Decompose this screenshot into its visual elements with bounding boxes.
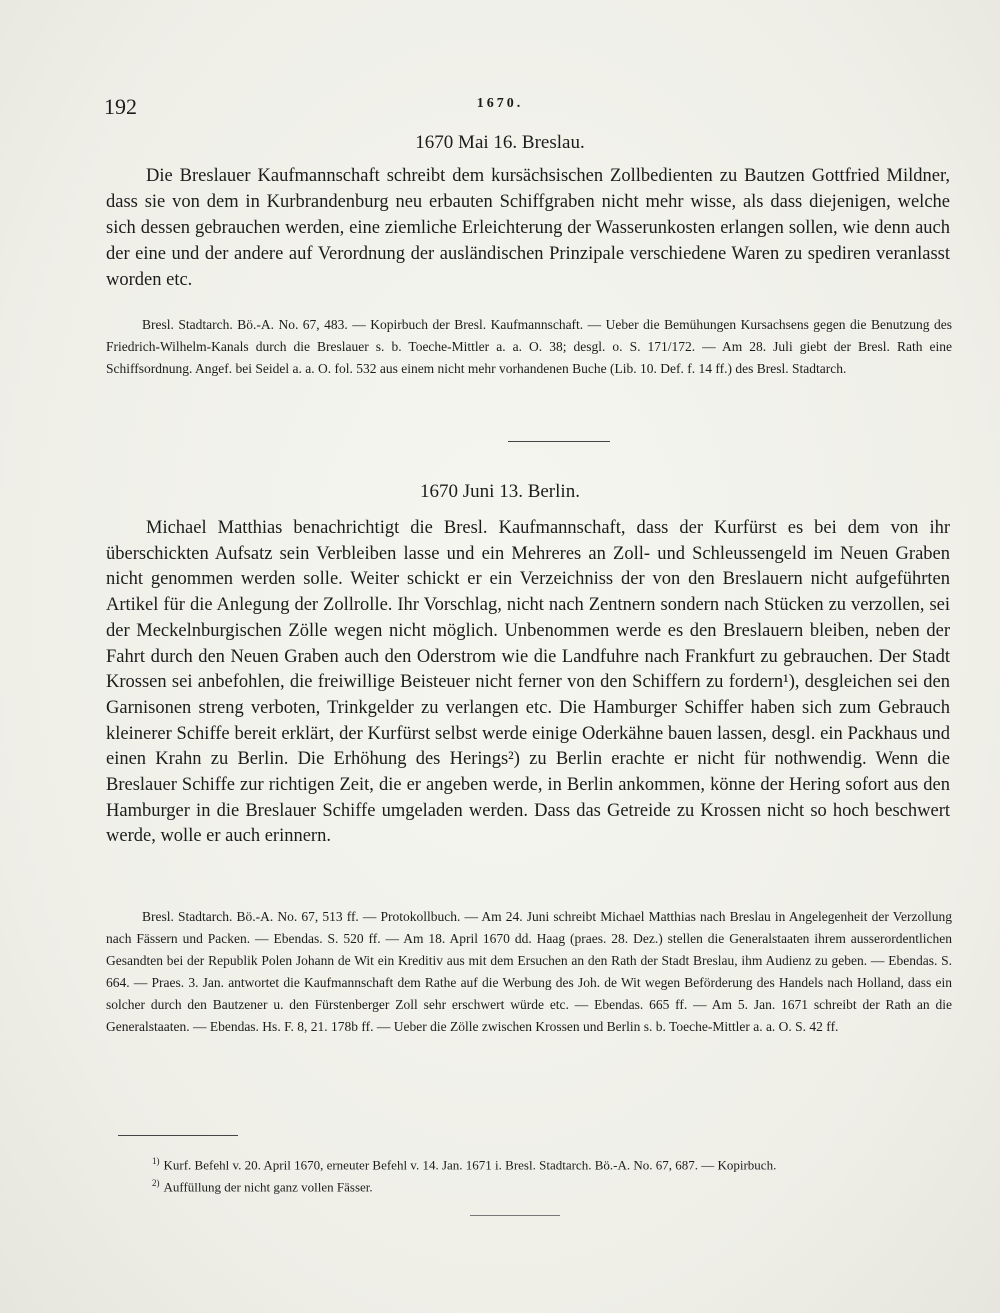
entry-title-1: 1670 Mai 16. Breslau. bbox=[415, 132, 585, 153]
entry-title-2: 1670 Juni 13. Berlin. bbox=[420, 481, 580, 502]
entry-note-2-text: Bresl. Stadtarch. Bö.-A. No. 67, 513 ff. — Protokollbuch. — Am 24. Juni schreibt Michael Matthias nach Breslau in Angelegenheit der Verzollung nach Fässern und Packen. — Ebendas. S. 520 ff. — Am 18. April 1670 dd. Haag (praes. 28. Dez.) stellen die Generalstaaten ihrem ausserordentlichen Gesandten bei der Republik Polen Johann de Wit ein Kreditiv aus mit dem Ersuchen an den Rath der Stadt Breslau, ihm Audienz zu geben. — Ebendas. S. 664. — Praes. 3. Jan. antwortet die Kaufmannschaft dem Rathe auf die Werbung des Joh. de Wit wegen Beförderung des Handels nach Holland, dass ein solcher durch den Bautzener u. den Fürstenberger Zoll sehr erschwert würde etc. — Ebendas. 665 ff. — Am 5. Jan. 1671 schreibt der Rath an die Generalstaaten. — Ebendas. Hs. F. 8, 21. 178b ff. — Ueber die Zölle zwischen Krossen und Berlin s. b. Toeche-Mittler a. a. O. S. 42 ff. bbox=[106, 909, 952, 1034]
running-head: 1670. bbox=[476, 96, 524, 111]
footnote-2-mark: 2) bbox=[152, 1178, 160, 1189]
end-rule bbox=[470, 1215, 560, 1216]
entry-note-1-text: Bresl. Stadtarch. Bö.-A. No. 67, 483. — Kopirbuch der Bresl. Kaufmannschaft. — Ueber die Bemühungen Kursachsens gegen die Benutzung des Friedrich-Wilhelm-Kanals durch die Breslauer s. b. Toeche-Mittler a. a. O. 38; desgl. o. S. 171/172. — Am 28. Juli giebt der Bresl. Rath eine Schiffsordnung. Angef. bei Seidel a. a. O. fol. 532 aus einem nicht mehr vorhandenen Buche (Lib. 10. Def. f. 14 ff.) des Bresl. Stadtarch. bbox=[106, 317, 952, 376]
entry-body-1 bbox=[106, 163, 950, 293]
entry-note-1 bbox=[106, 314, 952, 380]
footnote-1 bbox=[152, 1152, 972, 1174]
entry-note-2 bbox=[106, 906, 952, 1038]
entry-body-2-text: Michael Matthias benachrichtigt die Bresl. Kaufmannschaft, dass der Kurfürst es bei dem von ihr überschickten Aufsatz sein Verbleiben lasse und ein Mehreres an Zoll- und Schleussengeld im Neuen Graben nicht genommen werden solle. Weiter schickt er ein Verzeichniss der von den Breslauern nicht aufgeführten Artikel für die Anlegung der Zollrolle. Ihr Vorschlag, nicht nach Zentnern sondern nach Stücken zu verzollen, sei der Meckelnburgischen Zölle wegen nicht möglich. Unbenommen werde es den Breslauern bleiben, neben der Fahrt durch den Neuen Graben auch den Oderstrom wie die Landfuhre nach Frankfurt zu gebrauchen. Der Stadt Krossen sei anbefohlen, die freiwillige Beisteuer nicht ferner von den Schiffern zu fordern¹), desgleichen sei den Garnisonen streng verboten, Trinkgelder zu verlangen etc. Die Hamburger Schiffer haben sich zum Gebrauch kleinerer Schiffe bereit erklärt, der Kurfürst selbst werde einige Oderkähne bauen lassen, desgl. ein Packhaus und einen Krahn zu Berlin. Die Erhöhung des Herings²) zu Berlin erachte er nicht für nothwendig. Wenn die Breslauer Schiffe zur richtigen Zeit, die er angeben werde, in Berlin ankommen, könne der Hering sofort aus den Hamburger in die Breslauer Schiffe umgeladen werden. Dass das Getreide zu Krossen nicht so hoch beschwert werde, wolle er auch erinnern. bbox=[106, 518, 950, 847]
footnote-2 bbox=[152, 1174, 972, 1196]
footnotes bbox=[152, 1152, 972, 1197]
entry-body-1-text: Die Breslauer Kaufmannschaft schreibt dem kursächsischen Zollbedienten zu Bautzen Gottfried Mildner, dass sie von dem in Kurbrandenburg neu erbauten Schiffgraben nicht mehr wisse, als dass diejenigen, welche sich dessen gebrauchen werden, eine ziemliche Erleichterung der Wasserunkosten erlangen sollen, wie denn auch der eine und der andere auf Verordnung der ausländischen Prinzipale verschiedene Waren zu spediren veranlasst worden etc. bbox=[106, 166, 950, 290]
footnote-2-text: Auffüllung der nicht ganz vollen Fässer. bbox=[163, 1179, 373, 1195]
entry-body-2 bbox=[106, 516, 950, 850]
page-number: 192 bbox=[104, 94, 137, 119]
footnote-rule bbox=[118, 1135, 238, 1136]
footnote-1-mark: 1) bbox=[152, 1156, 160, 1166]
footnote-1-text: Kurf. Befehl v. 20. April 1670, erneuter Befehl v. 14. Jan. 1671 i. Bresl. Stadtarch. Bö.-A. No. 67, 687. — Kopirbuch. bbox=[163, 1157, 777, 1173]
section-divider bbox=[508, 441, 610, 442]
